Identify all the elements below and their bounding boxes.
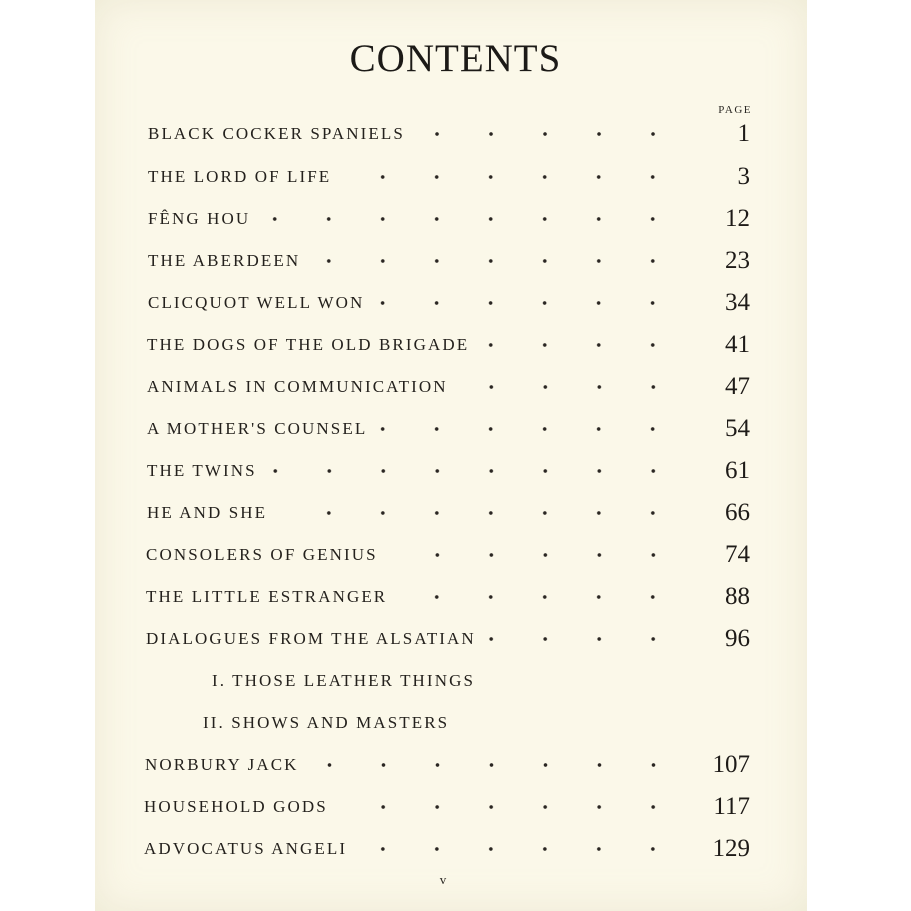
toc-entry: [0, 827, 911, 867]
entry-page-number: 47: [725, 373, 750, 400]
entry-title: CONSOLERS OF GENIUS: [146, 545, 378, 564]
entry-title: THE ABERDEEN: [148, 251, 301, 270]
toc-entry: [0, 575, 911, 615]
entry-title: HE AND SHE: [147, 503, 268, 522]
entry-page-number: 3: [737, 163, 750, 190]
toc-entry: [0, 617, 911, 657]
toc-entry: [0, 155, 911, 195]
entry-page-number: 107: [712, 751, 750, 778]
dot-leader: [376, 293, 680, 313]
entry-page-number: 41: [725, 331, 750, 358]
toc-entry: [0, 785, 911, 825]
dot-leader: [312, 251, 680, 271]
entry-title: THE LORD OF LIFE: [148, 167, 332, 186]
toc-entry: [0, 449, 911, 489]
entry-title: DIALOGUES FROM THE ALSATIAN: [146, 629, 476, 648]
entry-title: BLACK COCKER SPANIELS: [148, 124, 405, 143]
entry-title: ADVOCATUS ANGELI: [144, 839, 348, 858]
subentry-title: I. THOSE LEATHER THINGS: [212, 671, 475, 690]
entry-page-number: 54: [725, 415, 750, 442]
entry-page-number: 1: [737, 120, 750, 147]
dot-leader: [279, 503, 680, 523]
page-title: CONTENTS: [349, 37, 562, 80]
dot-leader: [311, 755, 680, 775]
entry-title: FÊNG HOU: [148, 209, 251, 228]
dot-leader: [379, 419, 680, 439]
toc-subentry: [0, 659, 911, 699]
toc-entry: [0, 281, 911, 321]
dot-leader: [417, 124, 680, 144]
page-column-label: PAGE: [718, 104, 752, 116]
dot-leader: [390, 545, 680, 565]
dot-leader: [340, 797, 680, 817]
toc-entry: [0, 743, 911, 783]
entry-title: HOUSEHOLD GODS: [144, 797, 328, 816]
entry-page-number: 117: [713, 793, 750, 820]
toc-entry: [0, 365, 911, 405]
toc-entry: [0, 323, 911, 363]
entry-page-number: 96: [725, 625, 750, 652]
dot-leader: [359, 839, 680, 859]
entry-title: THE LITTLE ESTRANGER: [146, 587, 388, 606]
dot-leader: [269, 461, 680, 481]
entry-page-number: 12: [725, 205, 750, 232]
subentry-title: II. SHOWS AND MASTERS: [203, 713, 450, 732]
dot-leader: [262, 209, 680, 229]
entry-page-number: 23: [725, 247, 750, 274]
entry-title: THE TWINS: [147, 461, 257, 480]
dot-leader: [399, 587, 680, 607]
entry-page-number: 34: [725, 289, 750, 316]
toc-entry: [0, 197, 911, 237]
page-folio: v: [439, 872, 447, 887]
entry-title: ANIMALS IN COMMUNICATION: [147, 377, 448, 396]
entry-title: THE DOGS OF THE OLD BRIGADE: [147, 335, 470, 354]
dot-leader: [481, 335, 680, 355]
entry-title: CLICQUOT WELL WON: [148, 293, 365, 312]
dot-leader: [460, 377, 680, 397]
toc-subentry: [0, 701, 911, 741]
entry-page-number: 88: [725, 583, 750, 610]
entry-title: NORBURY JACK: [145, 755, 299, 774]
entry-page-number: 66: [725, 499, 750, 526]
toc-entry: [0, 407, 911, 447]
toc-entry: [0, 491, 911, 531]
entry-page-number: 61: [725, 457, 750, 484]
dot-leader: [343, 167, 680, 187]
dot-leader: [488, 629, 680, 649]
toc-entry: [0, 112, 911, 152]
entry-title: A MOTHER'S COUNSEL: [147, 419, 368, 438]
entry-page-number: 74: [725, 541, 750, 568]
entry-page-number: 129: [712, 835, 750, 862]
toc-entry: [0, 239, 911, 279]
toc-entry: [0, 533, 911, 573]
